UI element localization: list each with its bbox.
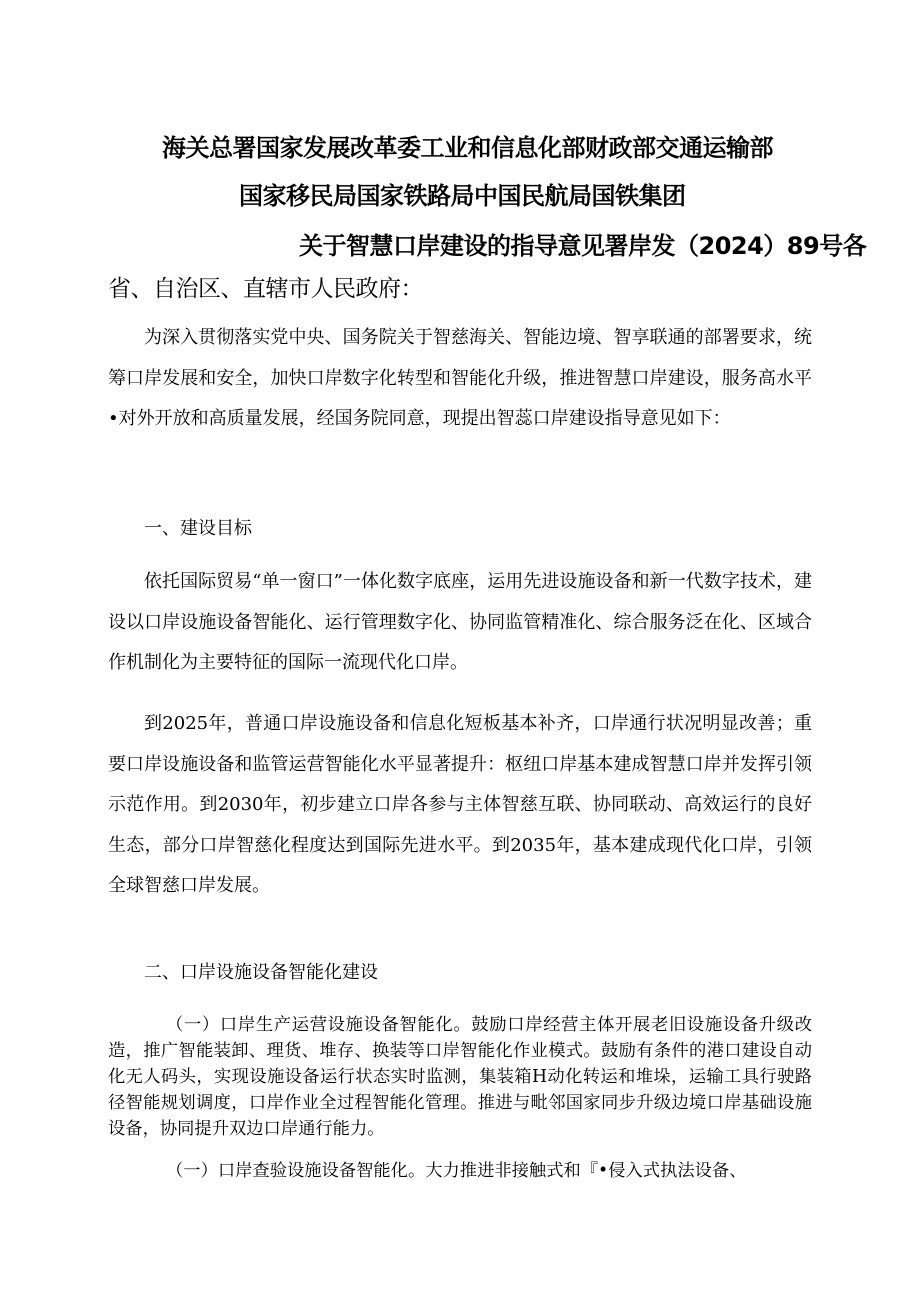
section-2-heading: 二、口岸设施设备智能化建设 xyxy=(144,962,378,983)
section-2-paragraph-2: （一）口岸查验设施设备智能化。大力推进非接触式和『•侵入式执法设备、 xyxy=(166,1161,747,1181)
title-line-2: 国家移民局国家铁路局中国民航局国铁集团 xyxy=(239,182,686,210)
section-2-paragraph-1: （一）口岸生产运营设施设备智能化。鼓励口岸经营主体开展老旧设施设备升级改造，推广智能装卸、理货、堆存、换装等口岸智能化作业模式。鼓励有条件的港口建设自动化无人码头，实现设施设备运行状态实时监测，集装箱H动化转运和堆垛，运输工具行驶路径智能规划调度，口岸作业全过程智能化管理。推进与毗邻国家同步升级边境口岸基础设施设备，协同提升双边口岸通行能力。 xyxy=(108,1015,812,1139)
section-1-paragraph-1: 依托国际贸易“单一窗口”一体化数字底座，运用先进设施设备和新一代数字技术，建设以口岸设施设备智能化、运行管理数字化、协同监管精准化、综合服务泛在化、区域合作机制化为主要特征的国际一流现代化口岸。 xyxy=(108,571,812,673)
title-line-3: 关于智慧口岸建设的指导意见署岸发（2024）89号各 xyxy=(299,232,867,260)
intro-paragraph: 为深入贯彻落实党中央、国务院关于智慈海关、智能边境、智享联通的部署要求，统筹口岸发展和安全，加快口岸数字化转型和智能化升级，推进智慧口岸建设，服务高水平•对外开放和高质量发展，经国务院同意，现提出智蕊口岸建设指导意见如下： xyxy=(108,327,812,429)
title-line-1: 海关总署国家发展改革委工业和信息化部财政部交通运输部 xyxy=(162,134,773,162)
section-1-heading: 一、建设目标 xyxy=(144,518,252,539)
addressee-line: 省、自治区、直辖市人民政府： xyxy=(108,276,423,302)
section-1-paragraph-2: 到2025年，普通口岸设施设备和信息化短板基本补齐，口岸通行状况明显改善；重要口岸设施设备和监管运营智能化水平显著提升：枢纽口岸基本建成智慧口岸并发挥引领示范作用。到2030年，初步建立口岸各参与主体智慈互联、协同联动、高效运行的良好生态，部分口岸智慈化程度达到国际先进水平。到2035年，基本建成现代化口岸，引领全球智慈口岸发展。 xyxy=(108,713,812,896)
